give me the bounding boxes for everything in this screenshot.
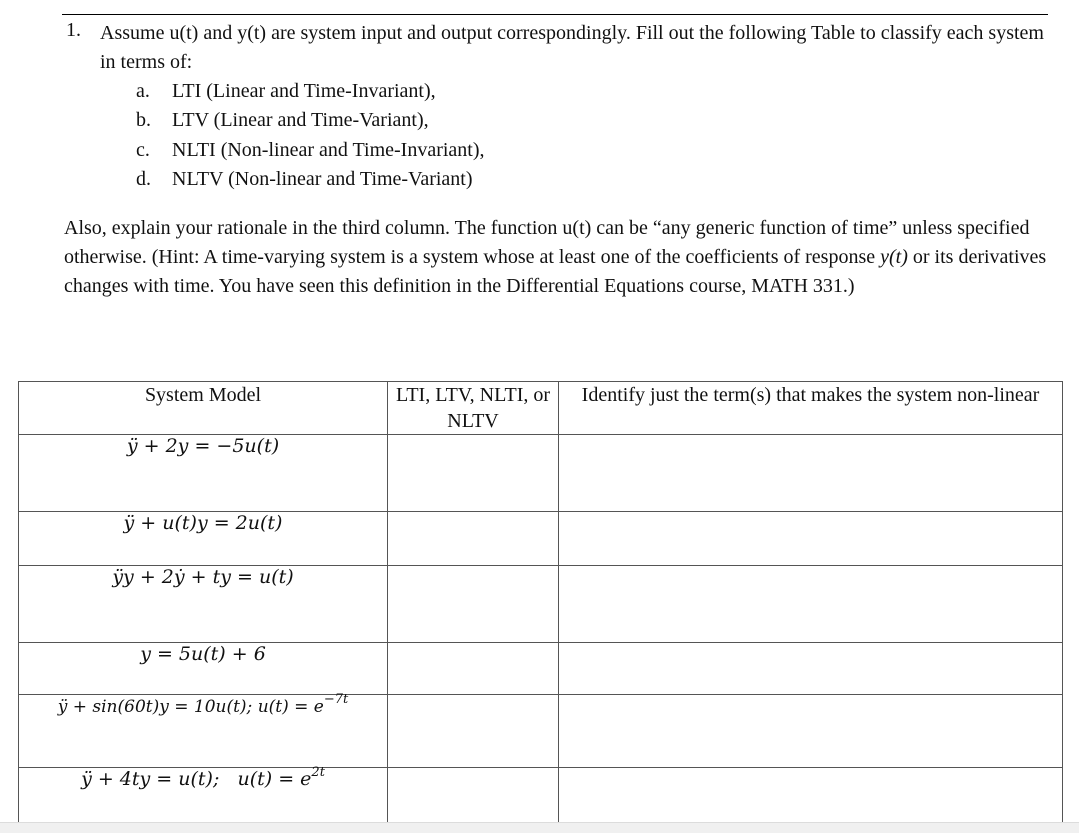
classification-cell[interactable] (388, 768, 559, 824)
equation-body: ÿ + 4ty = u(t); u(t) = e (81, 768, 312, 790)
system-equation: y = 5u(t) + 6 (140, 643, 266, 665)
equation-body: ÿ + sin(60t)y = 10u(t); u(t) = e (57, 697, 324, 717)
option-text: NLTI (Non-linear and Time-Invariant), (172, 139, 485, 161)
system-equation (81, 765, 325, 790)
exponent: −7t (323, 692, 349, 707)
table-header-row (19, 382, 1063, 435)
table-row (19, 643, 1063, 695)
option-text: NLTV (Non-linear and Time-Variant) (172, 168, 473, 190)
system-model-cell (19, 435, 388, 512)
header-classification: LTI, LTV, NLTI, or NLTV (388, 382, 559, 435)
classification-cell[interactable] (388, 643, 559, 695)
table-row (19, 768, 1063, 824)
classification-cell[interactable] (388, 695, 559, 768)
system-equation: ÿy + 2ẏ + ty = u(t) (112, 566, 294, 588)
question-text: Assume u(t) and y(t) are system input and output correspondingly. Fill out the following Table to classify each system in terms of: (100, 22, 1044, 73)
classification-cell[interactable] (388, 566, 559, 643)
table-row (19, 566, 1063, 643)
nonlinear-terms-cell[interactable] (559, 435, 1063, 512)
option-letter: d. (136, 168, 151, 190)
system-model-cell (19, 512, 388, 566)
header-nonlinear-terms: Identify just the term(s) that makes the system non-linear (559, 382, 1063, 435)
system-equation: ÿ + u(t)y = 2u(t) (123, 512, 283, 534)
top-rule (62, 14, 1048, 15)
table-row (19, 435, 1063, 512)
header-system-model: System Model (19, 382, 388, 435)
bottom-scroll-bar (0, 822, 1079, 833)
option-letter: b. (136, 109, 151, 131)
exponent: 2t (311, 765, 325, 780)
classification-cell[interactable] (388, 435, 559, 512)
instructions-paragraph (64, 214, 1054, 301)
question-number: 1. (66, 19, 81, 41)
system-model-cell (19, 692, 388, 768)
option-letter: a. (136, 80, 150, 102)
system-model-cell (19, 765, 388, 824)
response-symbol: y(t) (880, 246, 908, 268)
option-letter: c. (136, 139, 150, 161)
classification-cell[interactable] (388, 512, 559, 566)
classification-table (18, 381, 1063, 824)
system-equation: ÿ + 2y = −5u(t) (126, 435, 280, 457)
system-equation (57, 692, 349, 717)
system-model-cell (19, 643, 388, 695)
nonlinear-terms-cell[interactable] (559, 566, 1063, 643)
table-row (19, 695, 1063, 768)
table-row (19, 512, 1063, 566)
system-model-cell (19, 566, 388, 643)
instructions-text-2: or its derivatives changes with time. You have seen this definition in the Differential Equations course, MATH 331.) (64, 246, 1047, 297)
nonlinear-terms-cell[interactable] (559, 512, 1063, 566)
option-text: LTV (Linear and Time-Variant), (172, 109, 429, 131)
option-text: LTI (Linear and Time-Invariant), (172, 80, 436, 102)
instructions-text-1: Also, explain your rationale in the third column. The function u(t) can be “any generic function of time” unless specified otherwise. (Hint: A time-varying system is a system whose at least one of the coefficients of response (64, 217, 1030, 268)
nonlinear-terms-cell[interactable] (559, 695, 1063, 768)
nonlinear-terms-cell[interactable] (559, 643, 1063, 695)
nonlinear-terms-cell[interactable] (559, 768, 1063, 824)
